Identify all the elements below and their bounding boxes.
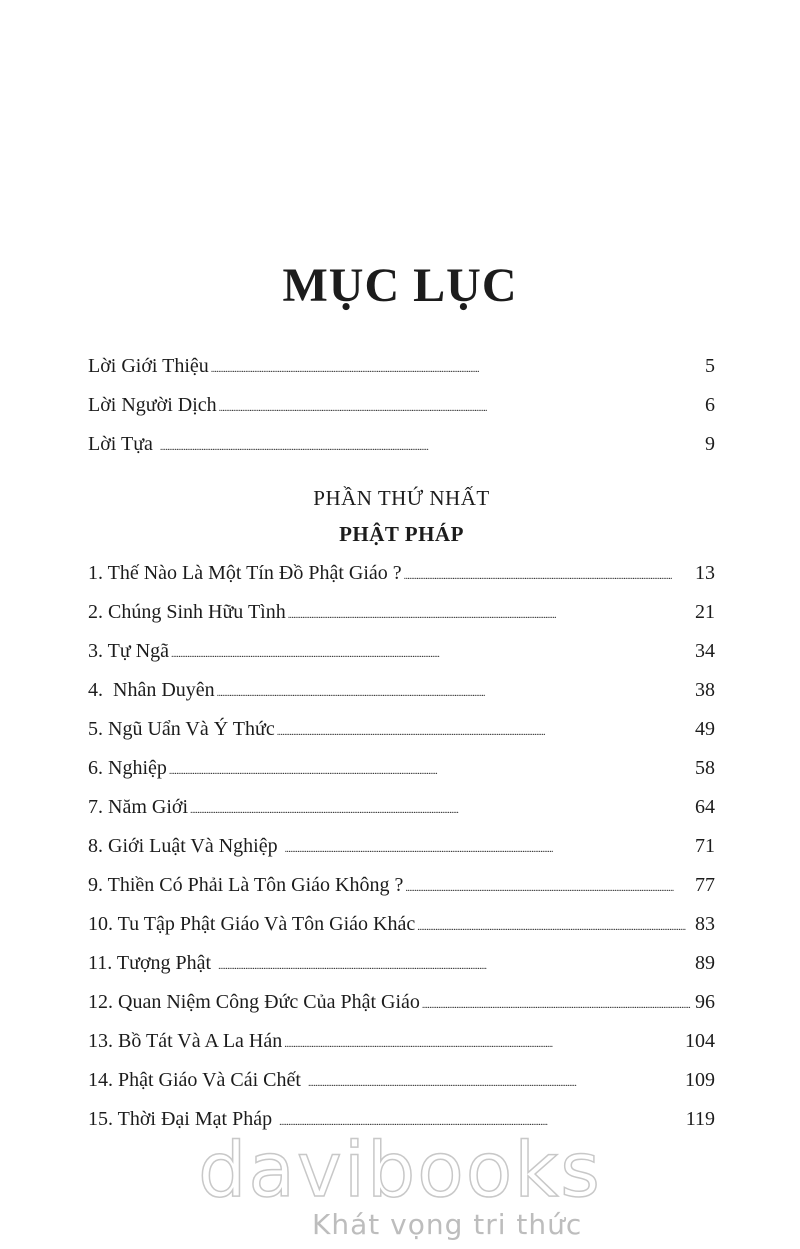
leader-dots [169, 757, 693, 780]
leader-dots [417, 913, 693, 936]
toc-row[interactable] [88, 757, 715, 796]
leader-dots [405, 874, 693, 897]
toc-entry-page: 83 [695, 913, 715, 935]
toc-row-front-matter[interactable] [88, 394, 715, 433]
toc-row[interactable] [88, 913, 715, 952]
toc-entry-page: 119 [685, 1108, 715, 1130]
toc-entry-label: 14. Phật Giáo Và Cái Chết [88, 1069, 306, 1091]
toc-entry-page: 71 [695, 835, 715, 857]
toc-entry-page: 77 [695, 874, 715, 896]
page-title: MỤC LỤC [282, 259, 518, 312]
leader-dots [285, 835, 693, 858]
toc-entry-label: Lời Giới Thiệu [88, 355, 209, 377]
toc-entry-page: 5 [705, 355, 715, 377]
toc-entry-page: 34 [695, 640, 715, 662]
toc-row[interactable] [88, 1069, 715, 1108]
watermark-logo-text: davibooks [198, 1125, 602, 1214]
toc-entry-label: 1. Thế Nào Là Một Tín Đồ Phật Giáo ? [88, 562, 402, 584]
toc-row[interactable] [88, 640, 715, 679]
toc-entry-label: 15. Thời Đại Mạt Pháp [88, 1108, 278, 1130]
toc-entry-label: 6. Nghiệp [88, 757, 167, 779]
toc-entry-label: 2. Chúng Sinh Hữu Tình [88, 601, 286, 623]
toc-entry-page: 64 [695, 796, 715, 818]
leader-dots [171, 640, 693, 663]
leader-dots [404, 562, 693, 585]
toc-entry-label: 10. Tu Tập Phật Giáo Và Tôn Giáo Khác [88, 913, 416, 935]
leader-dots [218, 952, 693, 975]
leader-dots [160, 433, 703, 456]
toc-row[interactable] [88, 952, 715, 991]
toc-entry-page: 38 [695, 679, 715, 701]
toc-entry-label: Lời Tựa [88, 433, 158, 455]
toc-entry-page: 104 [685, 1030, 715, 1052]
leader-dots [217, 679, 693, 702]
toc-entry-label: 13. Bồ Tát Và A La Hán [88, 1030, 283, 1052]
leader-dots [190, 796, 693, 819]
leader-dots [308, 1069, 683, 1092]
toc-row[interactable] [88, 835, 715, 874]
toc-entry-label: 9. Thiền Có Phải Là Tôn Giáo Không ? [88, 874, 404, 896]
toc-row-front-matter[interactable] [88, 355, 715, 394]
part-subheading: PHẬT PHÁP [339, 522, 464, 546]
chapter-list [88, 562, 715, 1147]
toc-entry-label: 3. Tự Ngã [88, 640, 170, 662]
toc-entry-page: 89 [695, 952, 715, 974]
toc-entry-page: 21 [695, 601, 715, 623]
toc-entry-label: 5. Ngũ Uẩn Và Ý Thức [88, 718, 275, 740]
leader-dots [211, 355, 703, 378]
toc-row[interactable] [88, 718, 715, 757]
toc-entry-label: 11. Tượng Phật [88, 952, 217, 974]
toc-row[interactable] [88, 679, 715, 718]
toc-entry-label: 7. Năm Giới [88, 796, 189, 818]
toc-row[interactable] [88, 601, 715, 640]
toc-entry-page: 13 [695, 562, 715, 584]
toc-entry-label: Lời Người Dịch [88, 394, 217, 416]
toc-row-front-matter[interactable] [88, 433, 715, 472]
front-matter-list [88, 355, 715, 472]
toc-entry-page: 58 [695, 757, 715, 779]
toc-entry-page: 6 [705, 394, 715, 416]
toc-row[interactable] [88, 796, 715, 835]
leader-dots [284, 1030, 683, 1053]
leader-dots [277, 718, 693, 741]
toc-entry-page: 9 [705, 433, 715, 455]
toc-row[interactable] [88, 562, 715, 601]
watermark [0, 1125, 800, 1241]
toc-entry-page: 49 [695, 718, 715, 740]
toc-row[interactable] [88, 991, 715, 1030]
part-heading: PHẦN THỨ NHẤT [313, 486, 490, 510]
toc-row[interactable] [88, 1030, 715, 1069]
leader-dots [288, 601, 693, 624]
toc-entry-label: 4. Nhân Duyên [88, 679, 215, 701]
toc-entry-label: 12. Quan Niệm Công Đức Của Phật Giáo [88, 991, 420, 1013]
watermark-tagline: Khát vọng tri thức [312, 1208, 583, 1241]
table-of-contents [88, 355, 715, 1147]
toc-row[interactable] [88, 874, 715, 913]
toc-entry-page: 96 [695, 991, 715, 1013]
toc-entry-page: 109 [685, 1069, 715, 1091]
toc-entry-label: 8. Giới Luật Và Nghiệp [88, 835, 283, 857]
leader-dots [422, 991, 693, 1014]
leader-dots [219, 394, 703, 417]
